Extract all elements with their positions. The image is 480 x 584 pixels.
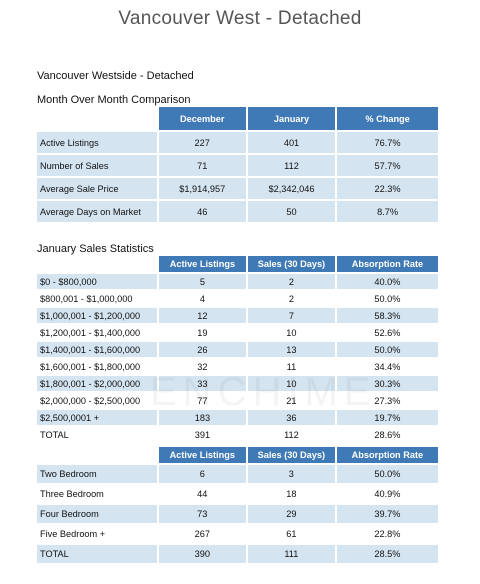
cell-value: 227 [159, 132, 246, 153]
table-row [37, 393, 438, 408]
cell-value: 40.0% [337, 274, 438, 289]
cell-value: 11 [248, 359, 335, 374]
cell-value: 28.6% [337, 427, 438, 442]
cell-value: 32 [159, 359, 246, 374]
table-row [37, 274, 438, 289]
cell-value: 33 [159, 376, 246, 391]
month-over-month-table [35, 105, 440, 224]
cell-value: 112 [248, 155, 335, 176]
cell-value: 21 [248, 393, 335, 408]
column-header: January [248, 107, 335, 130]
table-row [37, 291, 438, 306]
row-label: Active Listings [37, 132, 157, 153]
cell-value: 26 [159, 342, 246, 357]
table-header-row [37, 256, 438, 272]
cell-value: 50.0% [337, 342, 438, 357]
cell-value: 6 [159, 465, 246, 483]
table-row [37, 201, 438, 222]
cell-value: 76.7% [337, 132, 438, 153]
cell-value: 50.0% [337, 291, 438, 306]
table-row [37, 342, 438, 357]
price-range-sales-table [35, 254, 440, 444]
table-header-row [37, 447, 438, 463]
header-blank-cell [37, 447, 157, 463]
cell-value: $1,914,957 [159, 178, 246, 199]
table-row [37, 359, 438, 374]
cell-value: 57.7% [337, 155, 438, 176]
table-row [37, 132, 438, 153]
cell-value: 111 [248, 545, 335, 563]
row-label: Four Bedroom [37, 505, 157, 523]
row-label: Three Bedroom [37, 485, 157, 503]
column-header: Sales (30 Days) [248, 256, 335, 272]
cell-value: 71 [159, 155, 246, 176]
cell-value: 7 [248, 308, 335, 323]
table-row [37, 525, 438, 543]
cell-value: 183 [159, 410, 246, 425]
cell-value: 401 [248, 132, 335, 153]
cell-value: 3 [248, 465, 335, 483]
row-label: Number of Sales [37, 155, 157, 176]
cell-value: 2 [248, 274, 335, 289]
cell-value: 19 [159, 325, 246, 340]
table-row [37, 178, 438, 199]
table-row [37, 376, 438, 391]
cell-value: 39.7% [337, 505, 438, 523]
cell-value: 267 [159, 525, 246, 543]
cell-value: 4 [159, 291, 246, 306]
cell-value: 18 [248, 485, 335, 503]
row-label: $2,500,0001 + [37, 410, 157, 425]
cell-value: 29 [248, 505, 335, 523]
cell-value: 390 [159, 545, 246, 563]
cell-value: 40.9% [337, 485, 438, 503]
row-label: $1,800,001 - $2,000,000 [37, 376, 157, 391]
cell-value: 30.3% [337, 376, 438, 391]
table-row [37, 410, 438, 425]
header-blank-cell [37, 107, 157, 130]
row-label: $800,001 - $1,000,000 [37, 291, 157, 306]
cell-value: 44 [159, 485, 246, 503]
column-header: % Change [337, 107, 438, 130]
cell-value: 61 [248, 525, 335, 543]
cell-value: 19.7% [337, 410, 438, 425]
sales-heading: January Sales Statistics [37, 243, 154, 255]
table-row [37, 485, 438, 503]
cell-value: 27.3% [337, 393, 438, 408]
cell-value: 50.0% [337, 465, 438, 483]
mom-heading: Month Over Month Comparison [37, 94, 191, 106]
bedroom-sales-table [35, 445, 440, 565]
column-header: December [159, 107, 246, 130]
row-label: Two Bedroom [37, 465, 157, 483]
cell-value: 8.7% [337, 201, 438, 222]
table-row [37, 545, 438, 563]
cell-value: 13 [248, 342, 335, 357]
row-label: $1,000,001 - $1,200,000 [37, 308, 157, 323]
row-label: $1,200,001 - $1,400,000 [37, 325, 157, 340]
cell-value: 22.8% [337, 525, 438, 543]
cell-value: 36 [248, 410, 335, 425]
cell-value: 391 [159, 427, 246, 442]
page-subtitle: Vancouver Westside - Detached [37, 70, 194, 82]
table-row [37, 465, 438, 483]
row-label: Average Sale Price [37, 178, 157, 199]
table-row [37, 505, 438, 523]
table-row [37, 155, 438, 176]
header-blank-cell [37, 256, 157, 272]
column-header: Absorption Rate [337, 256, 438, 272]
column-header: Active Listings [159, 256, 246, 272]
cell-value: 73 [159, 505, 246, 523]
cell-value: 58.3% [337, 308, 438, 323]
table-header-row [37, 107, 438, 130]
column-header: Active Listings [159, 447, 246, 463]
cell-value: 77 [159, 393, 246, 408]
table-row [37, 427, 438, 442]
row-label: $0 - $800,000 [37, 274, 157, 289]
row-label: TOTAL [37, 427, 157, 442]
cell-value: 50 [248, 201, 335, 222]
row-label: Average Days on Market [37, 201, 157, 222]
table-row [37, 325, 438, 340]
cell-value: 5 [159, 274, 246, 289]
cell-value: $2,342,046 [248, 178, 335, 199]
row-label: $1,400,001 - $1,600,000 [37, 342, 157, 357]
cell-value: 112 [248, 427, 335, 442]
cell-value: 46 [159, 201, 246, 222]
cell-value: 34.4% [337, 359, 438, 374]
row-label: $2,000,000 - $2,500,000 [37, 393, 157, 408]
table-row [37, 308, 438, 323]
cell-value: 52.6% [337, 325, 438, 340]
cell-value: 28.5% [337, 545, 438, 563]
column-header: Absorption Rate [337, 447, 438, 463]
cell-value: 10 [248, 325, 335, 340]
row-label: TOTAL [37, 545, 157, 563]
cell-value: 2 [248, 291, 335, 306]
row-label: Five Bedroom + [37, 525, 157, 543]
page-title: Vancouver West - Detached [118, 8, 362, 29]
cell-value: 10 [248, 376, 335, 391]
column-header: Sales (30 Days) [248, 447, 335, 463]
cell-value: 12 [159, 308, 246, 323]
cell-value: 22.3% [337, 178, 438, 199]
row-label: $1,600,001 - $1,800,000 [37, 359, 157, 374]
